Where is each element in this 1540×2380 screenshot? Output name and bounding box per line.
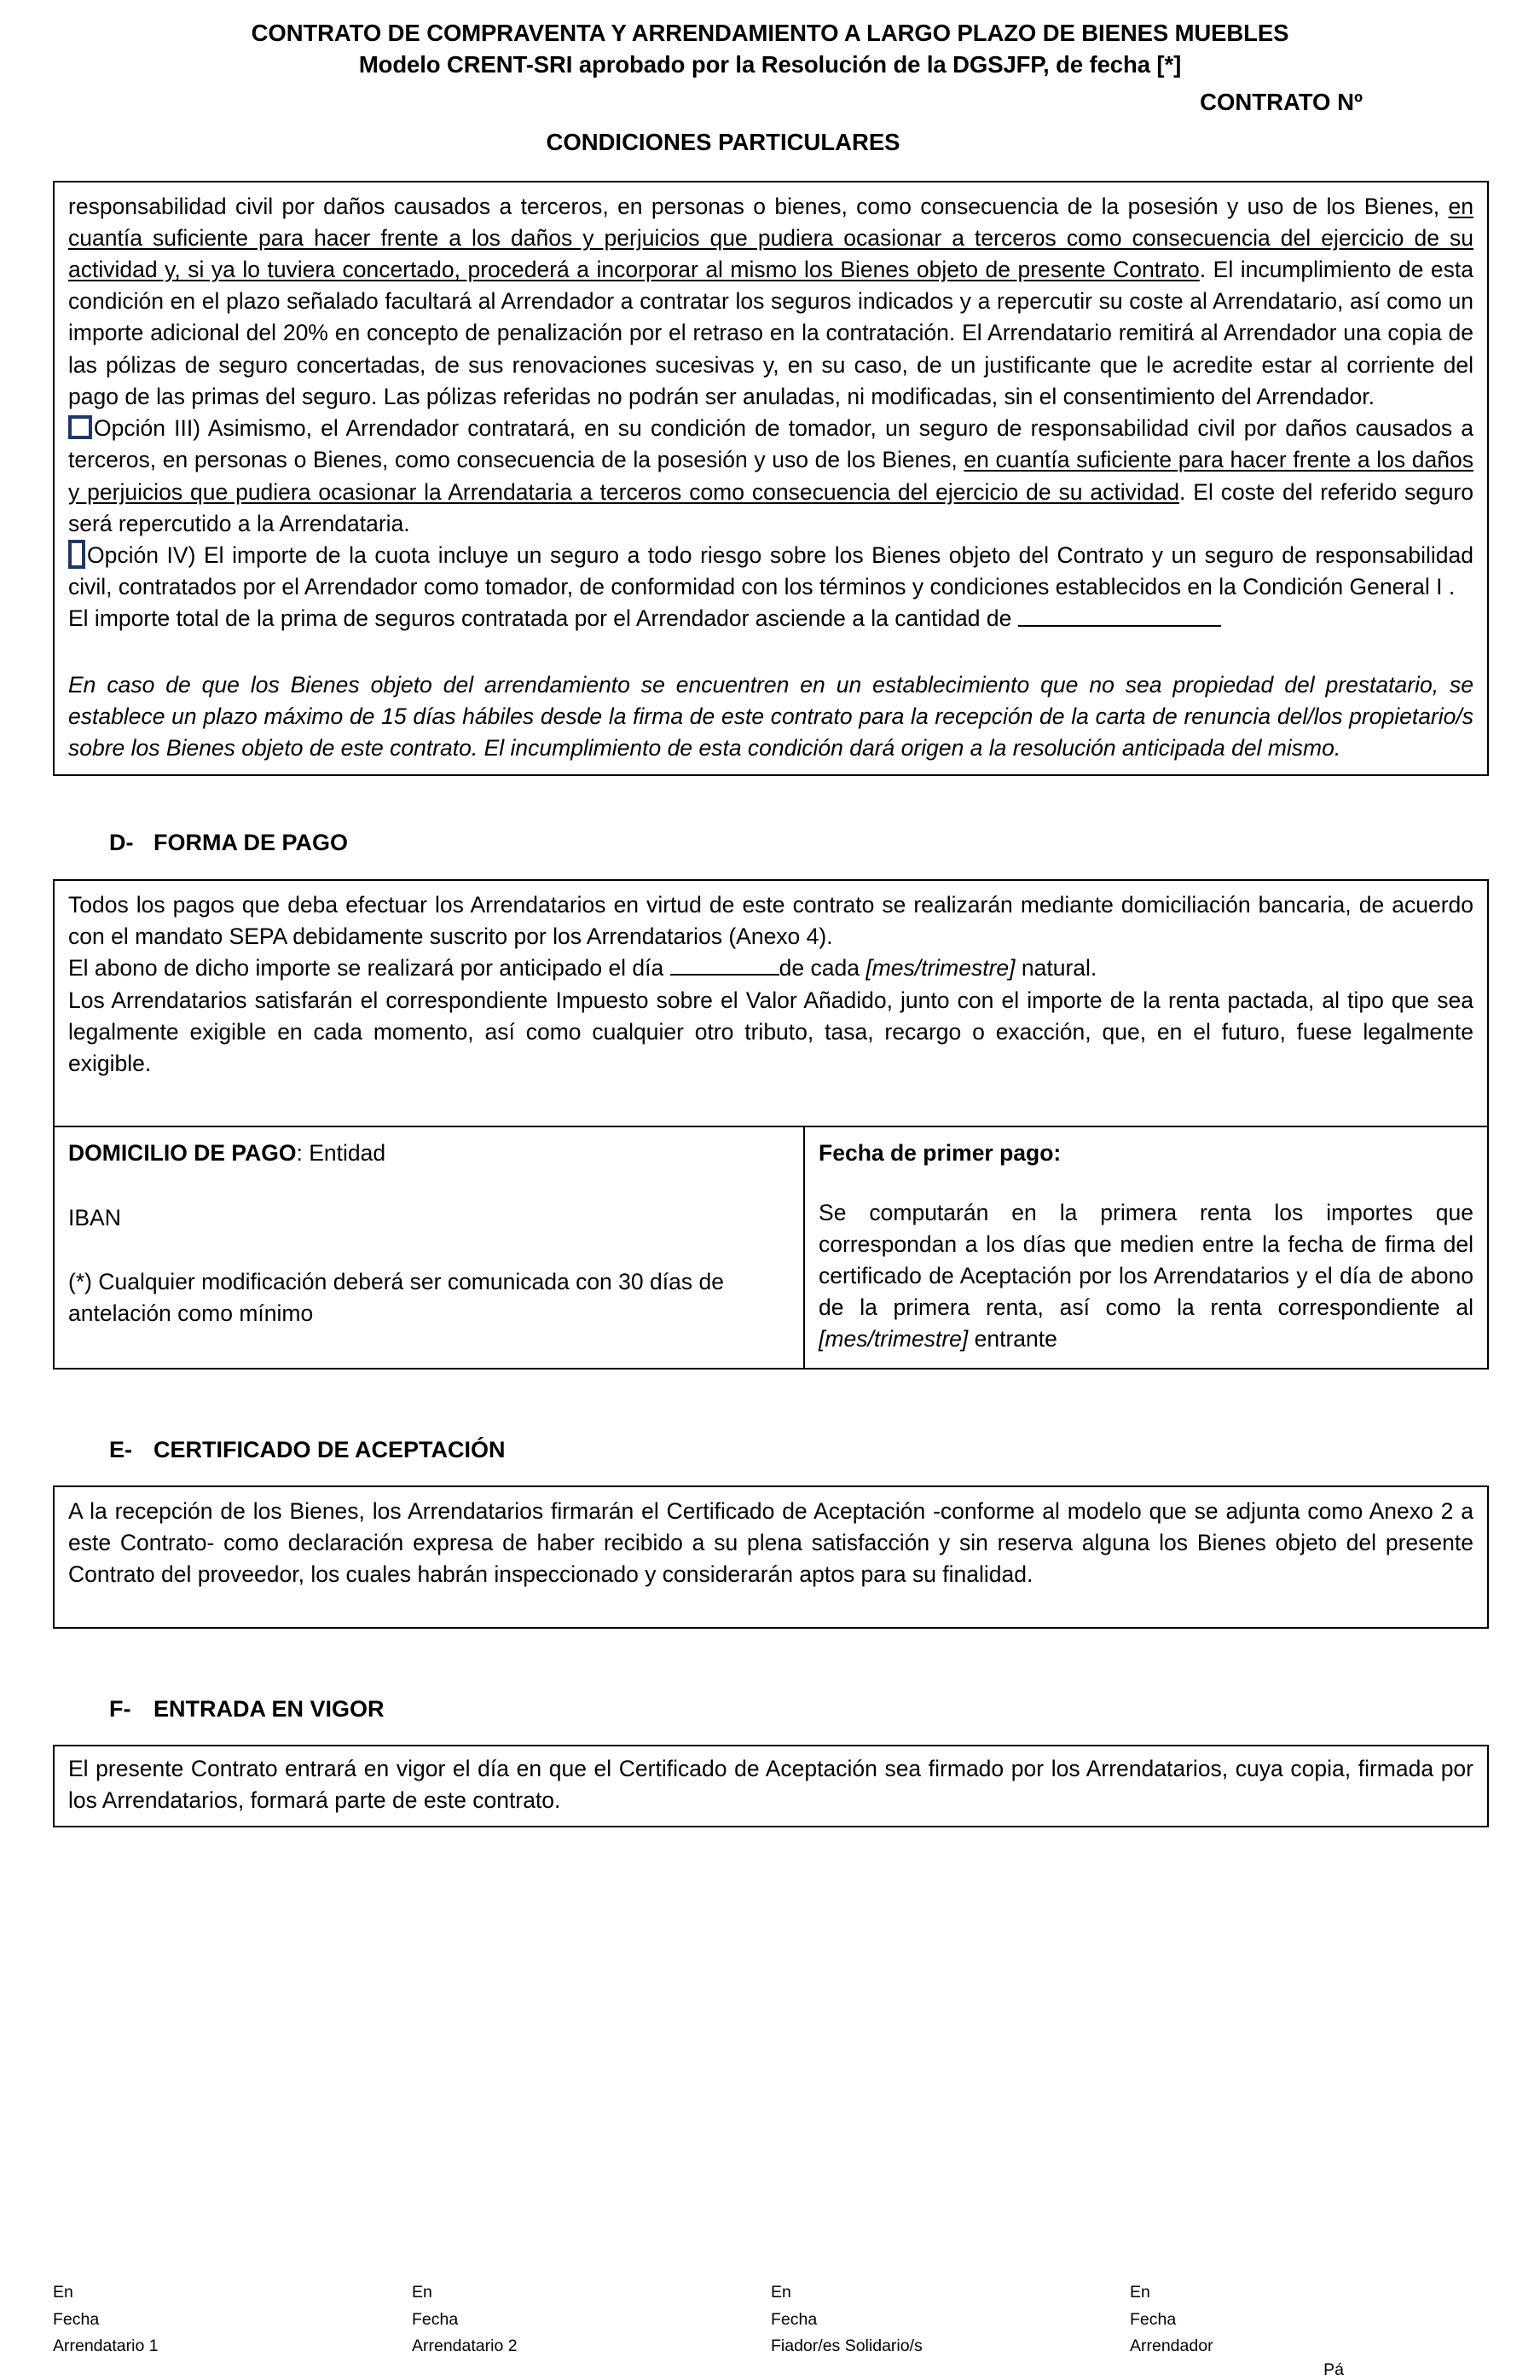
first-payment-date-cell: [804, 1126, 1488, 1368]
payment-period-placeholder: [mes/trimestre]: [866, 955, 1016, 982]
first-payment-date-header: Fecha de primer pago:: [819, 1140, 1062, 1167]
insurance-para1-part2: . El incumplimiento de esta condición en el plazo señalado facultará al Arrendador a contratar los seguros indicados y a repercutir su coste al Arrendatario, así como un importe adicional del 20% en concepto de penalización por el retraso en la contratación. El Arrendatario remitirá al Arrendador una copia de las pólizas de seguro concertadas, de sus renovaciones sucesivas y, en su caso, de un justificante que le acredite estar al corriente del pago de las primas del seguro. Las pólizas referidas no podrán ser anuladas, ni modificadas, sin el consentimiento del Arrendador.: [68, 257, 1473, 409]
domicile-gap-1: [68, 1170, 790, 1202]
payment-paragraph-1: Todos los pagos que deba efectuar los Arrendatarios en virtud de este contrato se realizarán mediante domiciliación bancaria, de acuerdo con el mandato SEPA debidamente suscrito por los Arrendatarios (Anexo 4).: [68, 891, 1473, 950]
signature-block-arrendatario-1: [53, 2279, 412, 2360]
section-e-heading: [0, 1436, 1540, 1463]
signature-date-label: Fecha: [53, 2309, 100, 2329]
section-f-title: ENTRADA EN VIGOR: [153, 1695, 385, 1722]
entry-into-force-box: [53, 1745, 1489, 1827]
insurance-box-wrapper: [53, 181, 1489, 777]
signature-place-label: En: [771, 2283, 791, 2302]
insurance-premium-total: [68, 603, 1473, 634]
table-row: [54, 1126, 1488, 1368]
signature-role-label: Arrendatario 1: [53, 2337, 159, 2356]
premium-total-text: El importe total de la prima de seguros contratada por el Arrendador asciende a la cantidad de: [68, 605, 1012, 632]
page-number-footer: Pá: [1323, 2360, 1344, 2379]
section-d-heading: [0, 829, 1540, 856]
insurance-italic-note: En caso de que los Bienes objeto del arrendamiento se encuentren en un establecimiento que no sea propiedad del prestatario, se establece un plazo máximo de 15 días hábiles desde la firma de este contrato para la recepción de la carta de renuncia del/los propietario/s sobre los Bienes objeto de este contrato. El incumplimiento de esta condición dará origen a la resolución anticipada del mismo.: [68, 671, 1473, 761]
entry-into-force-text: El presente Contrato entrará en vigor el día en que el Certificado de Aceptación sea firmado por los Arrendatarios, cuya copia, firmada por los Arrendatarios, formará parte de este contrato.: [68, 1756, 1473, 1814]
option-iii-text-part2: . El coste del referido seguro será repercutido a la Arrendataria.: [68, 478, 1473, 536]
document-header: [0, 0, 1540, 159]
section-e-body-wrapper: [53, 1485, 1489, 1629]
section-d-letter: D-: [109, 830, 134, 856]
acceptance-certificate-text: A la recepción de los Bienes, los Arrendatarios firmarán el Certificado de Aceptación -conforme al modelo que se adjunta como Anexo 2 a este Contrato- como declaración expresa de haber recibido a su plena satisfacción y sin reserva alguna los Bienes objeto del presente Contrato del proveedor, los cuales habrán inspeccionado y considerarán aptos para su finalidad.: [68, 1498, 1473, 1588]
first-payment-body-before: Se computarán en la primera renta los importes que correspondan a los días que medien entre la fecha de firma del certificado de Aceptación por los Arrendatarios y el día de abono de la primera renta, así como la renta correspondiente al: [819, 1199, 1473, 1321]
first-payment-date-body: [819, 1197, 1473, 1356]
option-iv-text: Opción IV) El importe de la cuota incluye un seguro a todo riesgo sobre los Bienes objeto del Contrato y un seguro de responsabilidad civil, contratados por el Arrendador como tomador, de conformidad con los términos y condiciones establecidos en la Condición General I .: [68, 541, 1473, 600]
section-f-heading: [0, 1695, 1540, 1723]
iban-label: IBAN: [68, 1204, 121, 1231]
signature-row: [53, 2279, 1489, 2379]
signature-role-label: Arrendador: [1130, 2337, 1213, 2356]
payment-day-text-before: El abono de dicho importe se realizará por anticipado el día: [68, 955, 670, 982]
payment-day-text-after: de cada: [779, 955, 866, 982]
signature-block-fiador: [771, 2279, 1130, 2360]
spacer-before-section-f: [0, 1629, 1540, 1695]
section-d-body-wrapper: [53, 879, 1489, 1370]
payment-domicile-cell: [54, 1126, 804, 1368]
payment-box-bottom-spacer: [68, 1080, 1473, 1115]
spacer-before-italic-note: [68, 635, 1473, 669]
premium-total-blank-field[interactable]: [1018, 603, 1221, 626]
signature-place-label: En: [1130, 2283, 1150, 2302]
signature-date-label: Fecha: [771, 2309, 818, 2329]
signature-role-label: Arrendatario 2: [412, 2337, 518, 2356]
section-d-title: FORMA DE PAGO: [153, 830, 348, 856]
domicile-modification-note: (*) Cualquier modificación deberá ser comunicada con 30 días de antelación como mínimo: [68, 1268, 724, 1326]
contract-number-label: CONTRATO Nº: [1200, 88, 1363, 115]
insurance-para1-part1: responsabilidad civil por daños causados a terceros, en personas o bienes, como consecuencia de la posesión y uso de los Bienes,: [68, 193, 1449, 219]
section-f-letter: F-: [109, 1695, 131, 1722]
domicile-label-bold: DOMICILIO DE PAGO: [68, 1140, 297, 1167]
payment-day-text-end: natural.: [1015, 955, 1097, 982]
acceptance-certificate-box: [53, 1485, 1489, 1629]
first-payment-period-placeholder: [mes/trimestre]: [819, 1326, 969, 1352]
section-f-body-wrapper: [53, 1745, 1489, 1827]
option-iii-text-part1: Opción III) Asimismo, el Arrendador contratará, en su condición de tomador, un seguro de responsabilidad civil por daños causados a terceros, en personas o Bienes, como consecuencia de la posesión y uso de los Bienes,: [68, 415, 1473, 473]
insurance-box: [53, 181, 1489, 777]
option-iii-underlined: en cuantía suficiente para hacer frente a los daños y perjuicios que pudiera ocasionar la Arrendataria a terceros como consecuencia del ejercicio de su actividad: [68, 447, 1473, 505]
payment-day-blank-field[interactable]: [670, 953, 779, 976]
payment-domicile-header: [68, 1138, 790, 1169]
spacer-before-section-d: [0, 776, 1540, 829]
document-subtitle: CONDICIONES PARTICULARES: [546, 129, 900, 156]
option-iii-checkbox[interactable]: [68, 415, 92, 439]
document-title-line2: Modelo CRENT-SRI aprobado por la Resolución de la DGSJFP, de fecha [*]: [358, 51, 1182, 78]
first-payment-body-after: entrante: [968, 1326, 1057, 1352]
spacer-before-section-e: [0, 1370, 1540, 1436]
spacer-after-section-d-heading: [0, 857, 1540, 879]
document-title-line1: CONTRATO DE COMPRAVENTA Y ARRENDAMIENTO A LARGO PLAZO DE BIENES MUEBLES: [251, 20, 1289, 46]
option-iv-checkbox[interactable]: [68, 540, 85, 569]
signature-place-label: En: [53, 2283, 73, 2302]
insurance-paragraph-1: [68, 191, 1473, 414]
insurance-para1-underlined: en cuantía suficiente para hacer frente a los daños y perjuicios que pudiera ocasionar a terceros como consecuencia del ejercicio de su actividad y, si ya lo tuviera concertado, procederá a incorporar al mismo los Bienes objeto de presente Contrato: [68, 193, 1473, 282]
section-e-letter: E-: [109, 1436, 132, 1462]
insurance-option-4: [68, 540, 1473, 603]
signature-place-label: En: [412, 2283, 432, 2302]
spacer-after-header: [0, 159, 1540, 181]
domicile-label-rest: : Entidad: [296, 1140, 386, 1167]
signature-block-arrendatario-2: [412, 2279, 771, 2360]
payment-intro-box: [53, 879, 1489, 1126]
signature-role-label: Fiador/es Solidario/s: [771, 2337, 923, 2356]
signature-block-arrendador: [1130, 2279, 1489, 2360]
payment-paragraph-3: Los Arrendatarios satisfarán el correspondiente Impuesto sobre el Valor Añadido, junto con el importe de la renta pactada, al tipo que sea legalmente exigible en cada momento, así como cualquier otro tributo, tasa, recargo o exacción, que, en el futuro, fuese legalmente exigible.: [68, 987, 1473, 1077]
signature-date-label: Fecha: [412, 2309, 459, 2329]
spacer-after-section-f-heading: [0, 1723, 1540, 1745]
payment-details-table: [53, 1126, 1489, 1369]
signature-date-label: Fecha: [1130, 2309, 1177, 2329]
payment-paragraph-2: [68, 953, 1473, 984]
domicile-gap-2: [68, 1234, 790, 1266]
spacer-after-section-e-heading: [0, 1463, 1540, 1485]
first-payment-gap: [819, 1170, 1473, 1197]
insurance-option-3: [68, 413, 1473, 540]
section-e-title: CERTIFICADO DE ACEPTACIÓN: [153, 1436, 506, 1462]
